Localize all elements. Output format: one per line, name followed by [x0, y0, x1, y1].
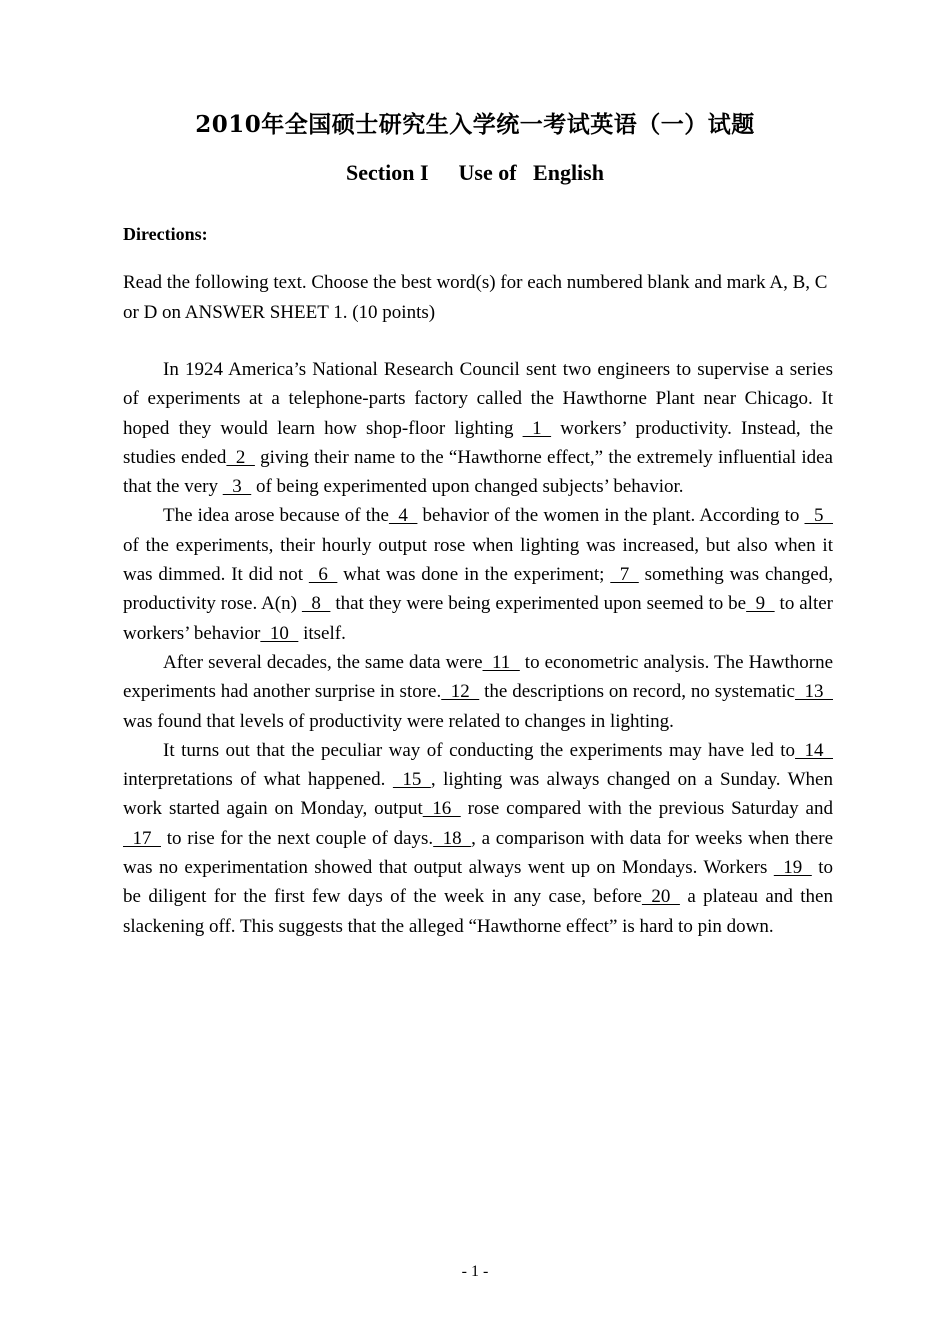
- passage-text: something was changed, productivity rose. A(n): [123, 564, 834, 615]
- passage-text: to alter workers’ behavior: [123, 593, 834, 644]
- blank-11: 11: [482, 651, 520, 673]
- blank-2: 2: [226, 446, 255, 468]
- passage-text: It turns out that the peculiar way of conducting the experiments may have led to: [163, 739, 795, 761]
- passage-text: to rise for the next couple of days.: [161, 827, 434, 849]
- blank-15: 15: [392, 769, 431, 791]
- passage-text: the descriptions on record, no systematic: [479, 681, 795, 703]
- directions-text: Read the following text. Choose the best word(s) for each numbered blank and mark A, B, C or D on ANSWER SHEET 1. (10 points): [123, 272, 828, 323]
- page-number: - 1 -: [461, 1263, 489, 1280]
- passage-text: rose compared with the previous Saturday and: [460, 798, 833, 820]
- blank-6: 6: [308, 564, 338, 586]
- passage-text: was found that levels of productivity were related to changes in lighting.: [123, 710, 674, 732]
- passage-text: In 1924 America’s National Research Council sent two engineers to supervise a series of experiments at a telephone-parts factory called the Hawthorne Plant near Chicago. It hoped they would learn how shop-floor lighting: [123, 359, 833, 439]
- passage-text: behavior of the women in the plant. According to: [417, 505, 805, 527]
- passage-text: The idea arose because of the: [163, 505, 389, 527]
- passage-text: giving their name to the “Hawthorne effect,” the extremely influential idea that the very: [123, 446, 833, 498]
- passage-text: to be diligent for the first few days of the week in any case, before: [123, 857, 833, 908]
- blank-16: 16: [422, 798, 461, 820]
- passage-text: a plateau and then slackening off. This suggests that the alleged “Hawthorne effect” is hard to pin down.: [123, 886, 833, 937]
- passage-paragraph-4: [123, 736, 833, 941]
- passage-text: that they were being experimented upon seemed to be: [330, 593, 747, 615]
- passage-text: to econometric analysis. The Hawthorne experiments had another surprise in store.: [123, 651, 834, 703]
- blank-19: 19: [773, 857, 812, 879]
- blank-18: 18: [433, 827, 472, 849]
- blank-14: 14: [795, 739, 833, 761]
- blank-10: 10: [260, 622, 299, 644]
- section-heading: [0, 160, 950, 186]
- section-name: Use of English: [458, 160, 604, 185]
- blank-1: 1: [522, 417, 552, 439]
- passage-paragraph-2: [123, 501, 833, 647]
- exam-title: 2010年全国硕士研究生入学统一考试英语（一）试题: [195, 111, 755, 138]
- blank-13: 13: [795, 681, 833, 703]
- passage-paragraph-3: [123, 648, 833, 736]
- passage-text: , lighting was always changed on a Sunday. When work started again on Monday, output: [123, 769, 833, 820]
- blank-12: 12: [441, 681, 480, 703]
- blank-7: 7: [610, 564, 639, 586]
- cloze-passage: [123, 355, 833, 941]
- passage-text: itself.: [298, 622, 346, 644]
- directions-label: Directions:: [123, 224, 208, 244]
- passage-text: , a comparison with data for weeks when there was no experimentation showed that output always went up on Mondays. Workers: [123, 827, 834, 879]
- blank-20: 20: [641, 886, 680, 908]
- passage-text: what was done in the experiment;: [337, 564, 611, 586]
- blank-9: 9: [746, 593, 775, 615]
- blank-5: 5: [804, 505, 833, 527]
- blank-17: 17: [123, 827, 161, 849]
- passage-text: of being experimented upon changed subjects’ behavior.: [251, 476, 684, 498]
- passage-paragraph-1: [123, 355, 833, 501]
- passage-text: workers’ productivity. Instead, the studies ended: [123, 417, 833, 468]
- passage-text: interpretations of what happened.: [123, 769, 393, 791]
- blank-4: 4: [388, 505, 418, 527]
- passage-text: After several decades, the same data were: [163, 651, 483, 673]
- blank-8: 8: [301, 593, 331, 615]
- passage-text: of the experiments, their hourly output rose when lighting was increased, but also when it was dimmed. It did not: [123, 534, 833, 586]
- blank-3: 3: [222, 476, 252, 498]
- section-label: Section I: [346, 160, 429, 185]
